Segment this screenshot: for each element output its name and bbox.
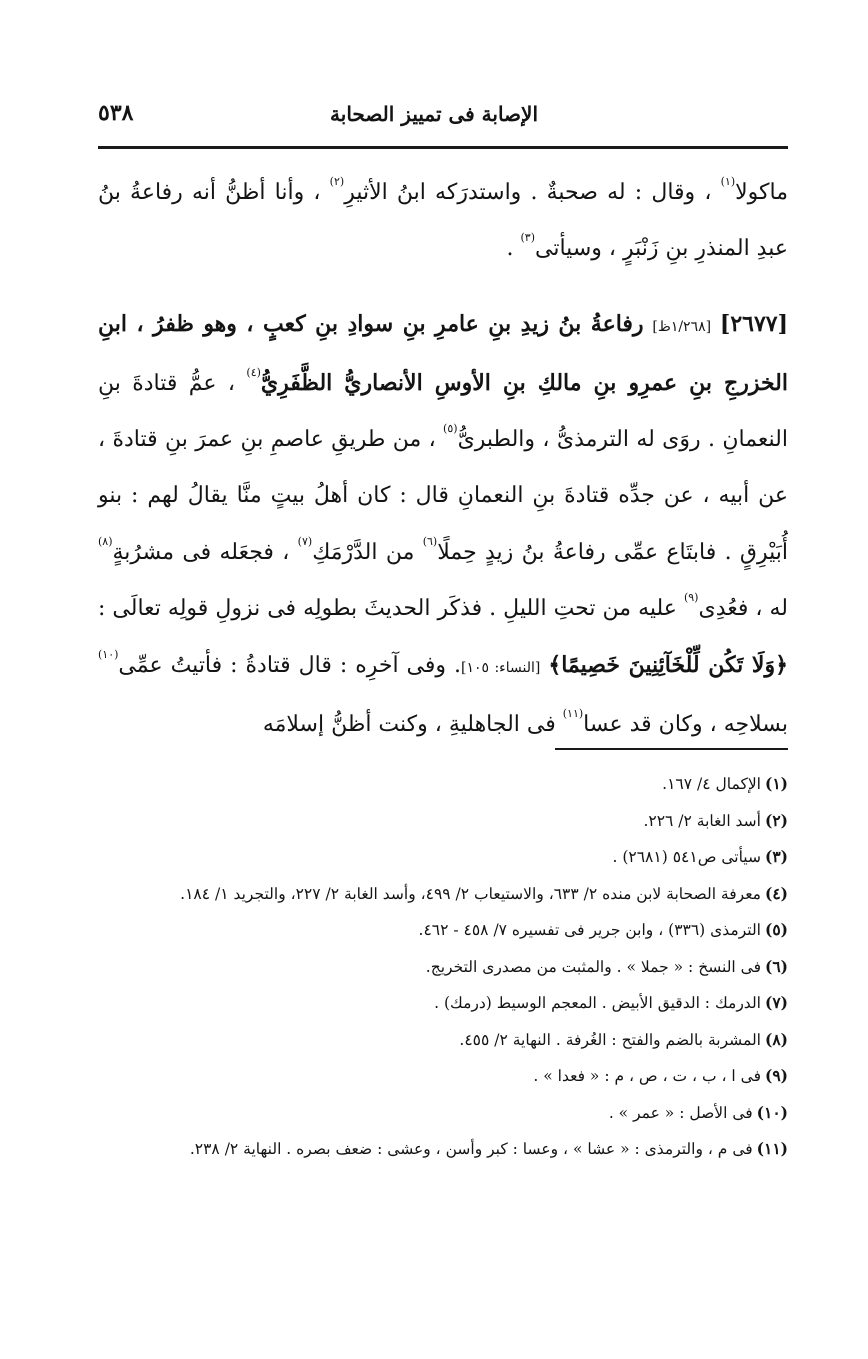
entry-text-6: عليه من تحتِ الليلِ . فذكَر الحديثَ بطولِه فى نزولِ قولِه تعالَى : (98, 596, 684, 622)
footnote-mark: (٩) (764, 1066, 788, 1085)
footnote-ref-6: (٦) (422, 534, 438, 548)
entry-number: [٢٦٧٧] (719, 310, 789, 337)
footnote-ref-11: (١١) (562, 706, 584, 720)
entry-text-1: ، عمُّ قتادةَ بنِ النعمانِ . روَى له الترمذىُّ ، والطبرىُّ (98, 370, 788, 453)
footnote-mark: (٤) (764, 883, 788, 903)
quran-verse: ﴿وَلَا تَكُن لِّلْخَآئِنِينَ خَصِيمًا﴾ (548, 652, 788, 679)
entry-name: رفاعةُ بنُ زيدِ بنِ عامرِ بنِ سوادِ بنِ كعبٍ ، وهو ظفرُ ، ابنِ الخزرجِ بنِ عمرِو بنِ مالكِ بنِ الأوسِ الأنصاريُّ الظَّفَرِيُّ (98, 310, 788, 396)
intro-text-4: . (506, 236, 521, 262)
footnote-text: أسد الغابة ٢/ ٢٢٦. (643, 811, 761, 830)
entry-text-4: ، فجعَله فى مشرُبةٍ (112, 539, 298, 565)
footnote (98, 1131, 788, 1168)
footnote-mark: (١) (764, 774, 788, 793)
footnotes (98, 766, 788, 1168)
footnote-mark: (٨) (764, 1029, 788, 1049)
entry-text-7: . وفى آخرِه : قال قتادةُ : فأتيتُ عمِّى (118, 653, 461, 679)
footnote (98, 949, 788, 986)
entry-text-3: من الدَّرْمَكِ (312, 539, 423, 565)
footnote (98, 766, 788, 803)
entry-paragraph (98, 296, 788, 753)
entry-text-2: ، من طريقِ عاصمِ بنِ عمرَ بنِ قتادةَ ، عن أبيه ، عن جدِّه قتادةَ بنِ النعمانِ قال : كان أهلُ بيتٍ منَّا يقالُ لهم : بنو أُبَيْرِقٍ . فابتَاع عمِّى رفاعةُ بنُ زيدٍ حِملًا (98, 427, 788, 565)
intro-text-1: ماكولا (735, 180, 788, 205)
footnote-mark: (٧) (764, 993, 788, 1012)
footnote-ref-10: (١٠) (98, 648, 119, 662)
entry-text-8: بسلاحِه ، وكان قد عسا (583, 711, 788, 737)
footnote-text: الترمذى (٣٣٦) ، وابن جرير فى تفسيره ٧/ ٤٥٨ - ٤٦٢. (418, 921, 761, 939)
footnote-text: فى م ، والترمذى : « عشا » ، وعسا : كبر وأسن ، وعشى : ضعف بصره . النهاية ٢/ ٢٣٨. (189, 1140, 753, 1158)
footnote-mark: (٥) (764, 920, 788, 939)
header-rule (98, 146, 788, 149)
footnote-text: سيأتى ص٥٤١ (٢٦٨١) . (612, 848, 761, 866)
quran-reference: [النساء: ١٠٥] (461, 660, 541, 677)
entry-text-9: فى الجاهليةِ ، وكنت أظنُّ إسلامَه (262, 711, 563, 737)
footnote-ref-8: (٨) (98, 534, 113, 548)
footnote (98, 912, 788, 949)
footnote-mark: (١٠) (756, 1102, 788, 1122)
book-title: الإصابة فى تمييز الصحابة (330, 102, 538, 126)
footnote (98, 1058, 788, 1095)
main-text (98, 165, 788, 753)
footnote-ref-4: (٤) (246, 365, 261, 379)
running-header (98, 100, 788, 136)
entry-text-5: له ، فعُدِى (698, 596, 789, 622)
footnote-mark: (٢) (764, 810, 788, 830)
footnote (98, 876, 788, 913)
footnote-ref-7: (٧) (297, 534, 313, 548)
footnote-mark: (١١) (756, 1139, 788, 1158)
footnote (98, 839, 788, 876)
footnote (98, 803, 788, 840)
footnote-text: فى ا ، ب ، ت ، ص ، م : « فعدا » . (533, 1067, 761, 1085)
footnote (98, 1022, 788, 1059)
footnote-ref-1: (١) (720, 175, 736, 188)
footnote-text: الدرمك : الدقيق الأبيض . المعجم الوسيط (درمك) . (434, 994, 761, 1012)
footnote (98, 1095, 788, 1132)
footnote-rule (555, 748, 788, 750)
footnote-text: فى الأصل : « عمر » . (608, 1103, 753, 1122)
footnote (98, 985, 788, 1022)
intro-text-2: ، وقال : له صحبةٌ . واستدرَكه ابنُ الأثيرِ (344, 180, 721, 205)
footnote-text: معرفة الصحابة لابن منده ٢/ ٦٣٣، والاستيعاب ٢/ ٤٩٩، وأسد الغابة ٢/ ٢٢٧، والتجريد ١/ ١٨٤. (180, 884, 761, 903)
page-number: ٥٣٨ (98, 100, 134, 126)
footnote-ref-2: (٢) (329, 175, 345, 188)
footnote-mark: (٦) (764, 956, 788, 976)
intro-paragraph (98, 165, 788, 278)
manuscript-ref: [١/٢٦٨ظ] (652, 318, 712, 335)
footnote-ref-3: (٣) (520, 231, 536, 245)
footnote-ref-5: (٥) (443, 422, 458, 436)
footnote-mark: (٣) (764, 847, 788, 866)
footnote-ref-9: (٩) (683, 591, 699, 605)
footnote-text: الإكمال ٤/ ١٦٧. (662, 775, 761, 793)
footnote-text: المشربة بالضم والفتح : الغُرفة . النهاية ٢/ ٤٥٥. (459, 1030, 761, 1049)
intro-text-3: ، وأنا أظنُّ أنه رفاعةُ بنُ عبدِ المنذرِ بنِ زَنْبَرٍ ، وسيأتى (98, 180, 788, 262)
footnote-text: فى النسخ : « جملا » . والمثبت من مصدرى التخريج. (425, 957, 761, 976)
